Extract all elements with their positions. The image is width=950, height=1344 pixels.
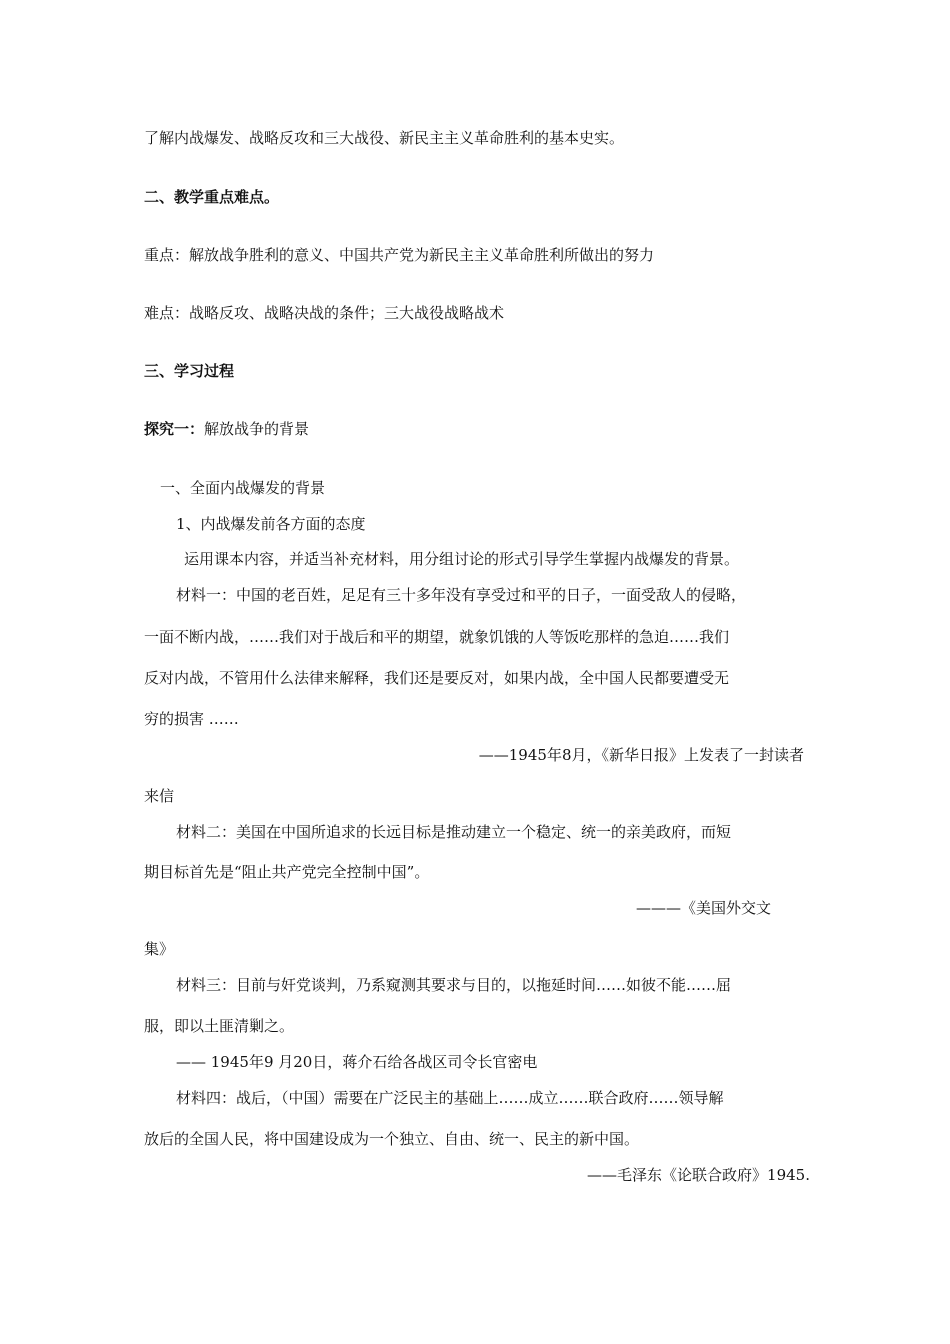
subheading-1: 一、全面内战爆发的背景: [160, 479, 326, 497]
inquiry-1-title: 解放战争的背景: [204, 420, 310, 438]
material-1-line-4: 穷的损害 ……: [144, 710, 239, 728]
material-1-line-1: 材料一：中国的老百姓，足足有三十多年没有享受过和平的日子，一面受敌人的侵略，: [176, 586, 747, 604]
teaching-method-text: 运用课本内容，并适当补充材料，用分组讨论的形式引导学生掌握内战爆发的背景。: [184, 550, 740, 568]
key-point-text: 重点：解放战争胜利的意义、中国共产党为新民主主义革命胜利所做出的努力: [144, 246, 655, 264]
material-3-source: —— 1945年9 月20日，蒋介石给各战区司令长官密电: [176, 1053, 538, 1071]
section-2-heading: 二、教学重点难点。: [144, 188, 280, 206]
inquiry-1-line: [144, 419, 309, 439]
material-4-source: ——毛泽东《论联合政府》1945.: [587, 1166, 810, 1184]
intro-text: 了解内战爆发、战略反攻和三大战役、新民主主义革命胜利的基本史实。: [144, 129, 625, 147]
material-2-source: ———《美国外交文: [636, 899, 772, 917]
material-1-source: ——1945年8月，《新华日报》上发表了一封读者: [478, 746, 804, 764]
subheading-1-1: 1、内战爆发前各方面的态度: [176, 515, 366, 533]
difficult-point-text: 难点：战略反攻、战略决战的条件；三大战役战略战术: [144, 304, 505, 322]
material-1-line-3: 反对内战，不管用什么法律来解释，我们还是要反对，如果内战，全中国人民都要遭受无: [144, 669, 730, 687]
material-2-line-2: 期目标首先是“阻止共产党完全控制中国”。: [144, 863, 430, 881]
material-3-line-2: 服，即以土匪清剿之。: [144, 1017, 295, 1035]
material-2-source-cont: 集》: [144, 940, 175, 958]
material-1-line-2: 一面不断内战，……我们对于战后和平的期望，就象饥饿的人等饭吃那样的急迫……我们: [144, 628, 730, 646]
inquiry-1-label: 探究一：: [144, 420, 205, 438]
material-3-line-1: 材料三：目前与奸党谈判，乃系窥测其要求与目的，以拖延时间……如彼不能……屈: [176, 976, 732, 994]
material-1-source-cont: 来信: [144, 787, 175, 805]
section-3-heading: 三、学习过程: [144, 362, 235, 380]
material-4-line-1: 材料四：战后，（中国）需要在广泛民主的基础上……成立……联合政府……领导解: [176, 1089, 724, 1107]
material-2-line-1: 材料二：美国在中国所追求的长远目标是推动建立一个稳定、统一的亲美政府，而短: [176, 823, 732, 841]
material-4-line-2: 放后的全国人民，将中国建设成为一个独立、自由、统一、民主的新中国。: [144, 1130, 640, 1148]
